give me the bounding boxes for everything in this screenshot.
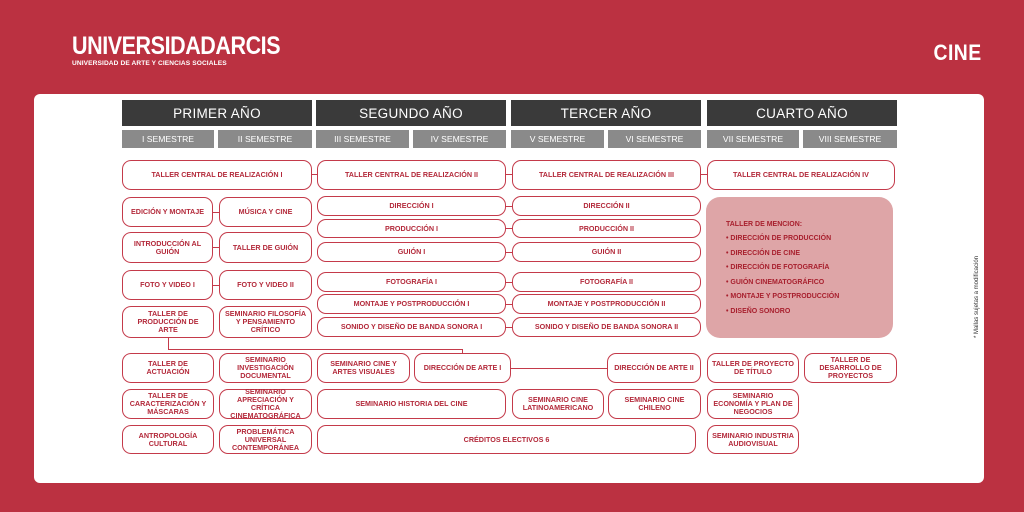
course-sonido-2: SONIDO Y DISEÑO DE BANDA SONORA II [512,317,701,337]
semester-header-4: IV SEMESTRE [413,130,506,148]
course-proyecto-titulo: TALLER DE PROYECTO DE TÍTULO [707,353,799,383]
taller-mencion-block [706,197,893,338]
semester-header-3: III SEMESTRE [316,130,409,148]
brand-name: UNIVERSIDADARCIS [72,32,281,60]
course-musica-cine: MÚSICA Y CINE [219,197,312,227]
course-fotografia-2: FOTOGRAFÍA II [512,272,701,292]
course-seminario-industria: SEMINARIO INDUSTRIA AUDIOVISUAL [707,425,799,454]
program-title: CINE [933,40,982,65]
course-foto-video-1: FOTO Y VIDEO I [122,270,213,300]
course-creditos-electivos: CRÉDITOS ELECTIVOS 6 [317,425,696,454]
course-tcr-2: TALLER CENTRAL DE REALIZACIÓN II [317,160,506,190]
year-header-3: TERCER AÑO [511,100,701,126]
semester-header-5: V SEMESTRE [511,130,604,148]
year-header-2: SEGUNDO AÑO [316,100,506,126]
mencion-title: TALLER DE MENCION: [726,221,803,228]
connector-line [168,349,463,350]
mencion-list [726,235,893,315]
course-taller-guion: TALLER DE GUIÓN [219,232,312,263]
connector-line [510,368,608,369]
disclaimer-note: * Mallas sujetas a modificación [974,256,980,339]
semester-header-1: I SEMESTRE [122,130,214,148]
semester-header-2: II SEMESTRE [218,130,312,148]
mencion-item: • DIRECCIÓN DE CINE [726,249,801,257]
course-seminario-economia: SEMINARIO ECONOMÍA Y PLAN DE NEGOCIOS [707,389,799,419]
course-guion-2: GUIÓN II [512,242,701,262]
semester-header-7: VII SEMESTRE [707,130,799,148]
course-seminario-artes-visuales: SEMINARIO CINE Y ARTES VISUALES [317,353,410,383]
semester-header-6: VI SEMESTRE [608,130,701,148]
mencion-item: • MONTAJE Y POSTPRODUCCIÓN [726,293,840,301]
course-seminario-chileno: SEMINARIO CINE CHILENO [608,389,701,419]
course-problematica: PROBLEMÁTICA UNIVERSAL CONTEMPORÁNEA [219,425,312,454]
course-montaje-1: MONTAJE Y POSTPRODUCCIÓN I [317,294,506,314]
course-seminario-apreciacion: SEMINARIO APRECIACIÓN Y CRÍTICA CINEMATOGRÁFICA [219,389,312,419]
course-direccion-arte-1: DIRECCIÓN DE ARTE I [414,353,511,383]
course-produccion-2: PRODUCCIÓN II [512,219,701,238]
course-montaje-2: MONTAJE Y POSTPRODUCCIÓN II [512,294,701,314]
course-taller-actuacion: TALLER DE ACTUACIÓN [122,353,214,383]
semester-header-8: VIII SEMESTRE [803,130,897,148]
course-seminario-filosofia: SEMINARIO FILOSOFÍA Y PENSAMIENTO CRÍTICO [219,306,312,338]
course-tcr-3: TALLER CENTRAL DE REALIZACIÓN III [512,160,701,190]
year-header-1: PRIMER AÑO [122,100,312,126]
course-direccion-1: DIRECCIÓN I [317,196,506,216]
course-produccion-arte: TALLER DE PRODUCCIÓN DE ARTE [122,306,214,338]
mencion-item: • DIRECCIÓN DE FOTOGRAFÍA [726,264,830,272]
course-sonido-1: SONIDO Y DISEÑO DE BANDA SONORA I [317,317,506,337]
brand-subtitle: UNIVERSIDAD DE ARTE Y CIENCIAS SOCIALES [72,60,227,67]
course-edicion-montaje: EDICIÓN Y MONTAJE [122,197,213,227]
course-fotografia-1: FOTOGRAFÍA I [317,272,506,292]
course-foto-video-2: FOTO Y VIDEO II [219,270,312,300]
course-tcr-1: TALLER CENTRAL DE REALIZACIÓN I [122,160,312,190]
course-antropologia: ANTROPOLOGÍA CULTURAL [122,425,214,454]
course-seminario-latinoamericano: SEMINARIO CINE LATINOAMERICANO [512,389,604,419]
course-direccion-arte-2: DIRECCIÓN DE ARTE II [607,353,701,383]
mencion-item: • GUIÓN CINEMATOGRÁFICO [726,278,825,286]
mencion-item: • DIRECCIÓN DE PRODUCCIÓN [726,235,832,242]
course-seminario-investigacion: SEMINARIO INVESTIGACIÓN DOCUMENTAL [219,353,312,383]
course-guion-1: GUIÓN I [317,242,506,262]
course-caracterizacion: TALLER DE CARACTERIZACIÓN Y MÁSCARAS [122,389,214,419]
brand-logo [72,34,314,67]
course-direccion-2: DIRECCIÓN II [512,196,701,216]
year-header-4: CUARTO AÑO [707,100,897,126]
course-produccion-1: PRODUCCIÓN I [317,219,506,238]
course-desarrollo-proyectos: TALLER DE DESARROLLO DE PROYECTOS [804,353,897,383]
course-tcr-4: TALLER CENTRAL DE REALIZACIÓN IV [707,160,895,190]
course-intro-guion: INTRODUCCIÓN AL GUIÓN [122,232,213,263]
course-seminario-historia: SEMINARIO HISTORIA DEL CINE [317,389,506,419]
mencion-item: • DISEÑO SONORO [726,307,791,315]
